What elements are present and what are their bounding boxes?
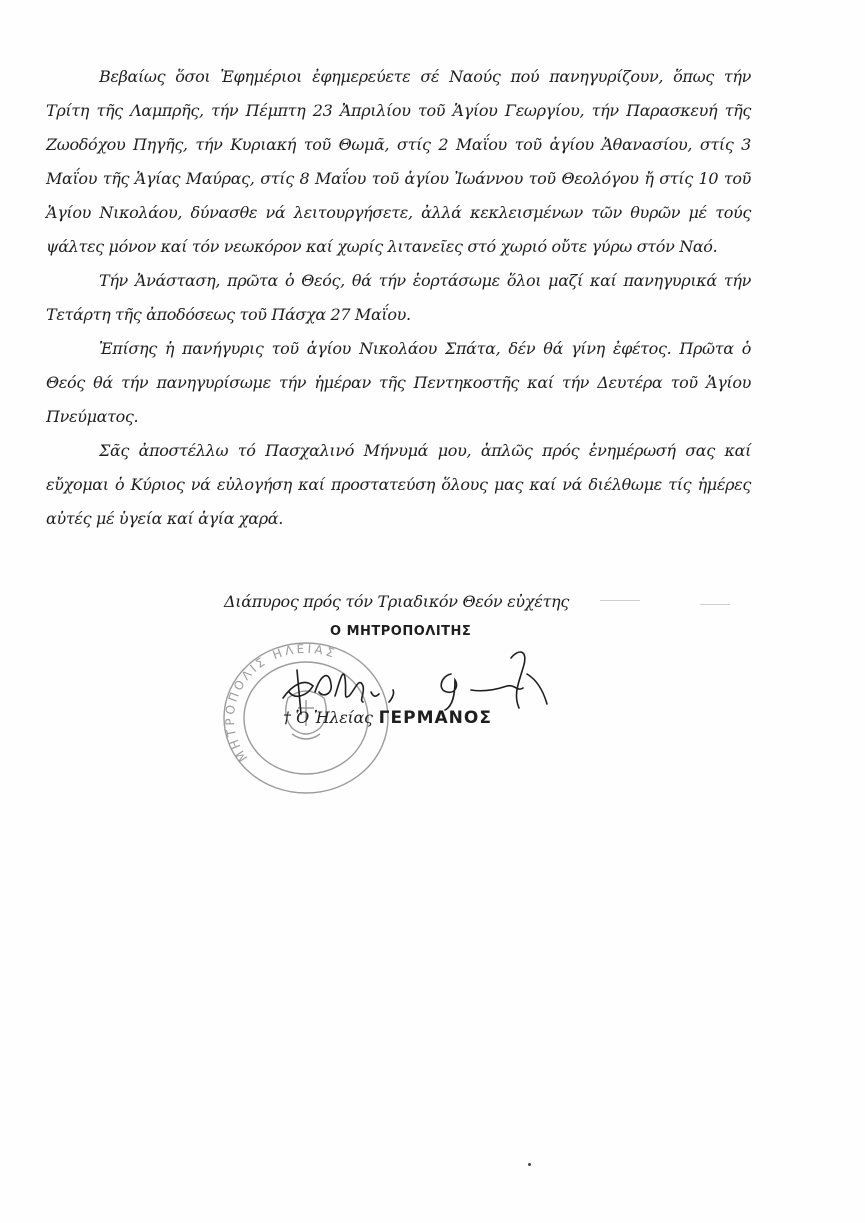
letter-body	[46, 60, 751, 536]
paragraph-feast-services: Βεβαίως ὅσοι Ἐφημέριοι ἐφημερεύετε σέ Ναούς πού πανηγυρίζουν, ὅπως τήν Τρίτη τῆς Λαμπρῆς, τήν Πέμπτη 23 Ἀπριλίου τοῦ Ἁγίου Γεωργίου, τήν Παρασκευή τῆς Ζωοδόχου Πηγῆς, τήν Κυριακή τοῦ Θωμᾶ, στίς 2 Μαΐου τοῦ ἁγίου Ἀθανασίου, στίς 3 Μαΐου τῆς Ἁγίας Μαύρας, στίς 8 Μαΐου τοῦ ἁγίου Ἰωάννου τοῦ Θεολόγου ἤ στίς 10 τοῦ Ἁγίου Νικολάου, δύνασθε νά λειτουργήσετε, ἀλλά κεκλεισμένων τῶν θυρῶν μέ τούς ψάλτες μόνον καί τόν νεωκόρον καί χωρίς λιτανεῖες στό χωριό οὔτε γύρω στόν Ναό.	[46, 67, 751, 256]
signatory-name-line	[283, 708, 492, 728]
signatory-name: ΓΕΡΜΑΝΟΣ	[378, 708, 492, 728]
scan-speck	[528, 1163, 531, 1166]
scan-mark	[700, 604, 730, 605]
scan-mark	[600, 600, 640, 601]
paragraph-easter-celebration: Τήν Ἀνάσταση, πρῶτα ὁ Θεός, θά τήν ἑορτάσωμε ὅλοι μαζί καί πανηγυρικά τήν Τετάρτη τῆς ἀποδόσεως τοῦ Πάσχα 27 Μαΐου.	[46, 271, 751, 324]
signatory-prefix: † Ὁ Ἠλείας	[283, 708, 373, 727]
paragraph-easter-message: Σᾶς ἀποστέλλω τό Πασχαλινό Μήνυμά μου, ἁπλῶς πρός ἐνημέρωσή σας καί εὔχομαι ὁ Κύριος νά εὐλογήση καί προστατεύση ὅλους μας καί νά διέλθωμε τίς ἡμέρες αὐτές μέ ὑγεία καί ἁγία χαρά.	[46, 441, 751, 528]
seal-text: ΜΗΤΡΟΠΟΛΙΣ ΗΛΕΙΑΣ	[222, 641, 339, 765]
signatory-title: Ο ΜΗΤΡΟΠΟΛΙΤΗΣ	[330, 624, 472, 639]
closing-salutation: Διάπυρος πρός τόν Τριαδικόν Θεόν εὐχέτης	[224, 592, 570, 611]
paragraph-saint-nicholas: Ἐπίσης ἡ πανήγυρις τοῦ ἁγίου Νικολάου Σπάτα, δέν θά γίνη ἐφέτος. Πρῶτα ὁ Θεός θά τήν πανηγυρίσωμε τήν ἡμέραν τῆς Πεντηκοστῆς καί τήν Δευτέρα τοῦ Ἁγίου Πνεύματος.	[46, 339, 751, 426]
